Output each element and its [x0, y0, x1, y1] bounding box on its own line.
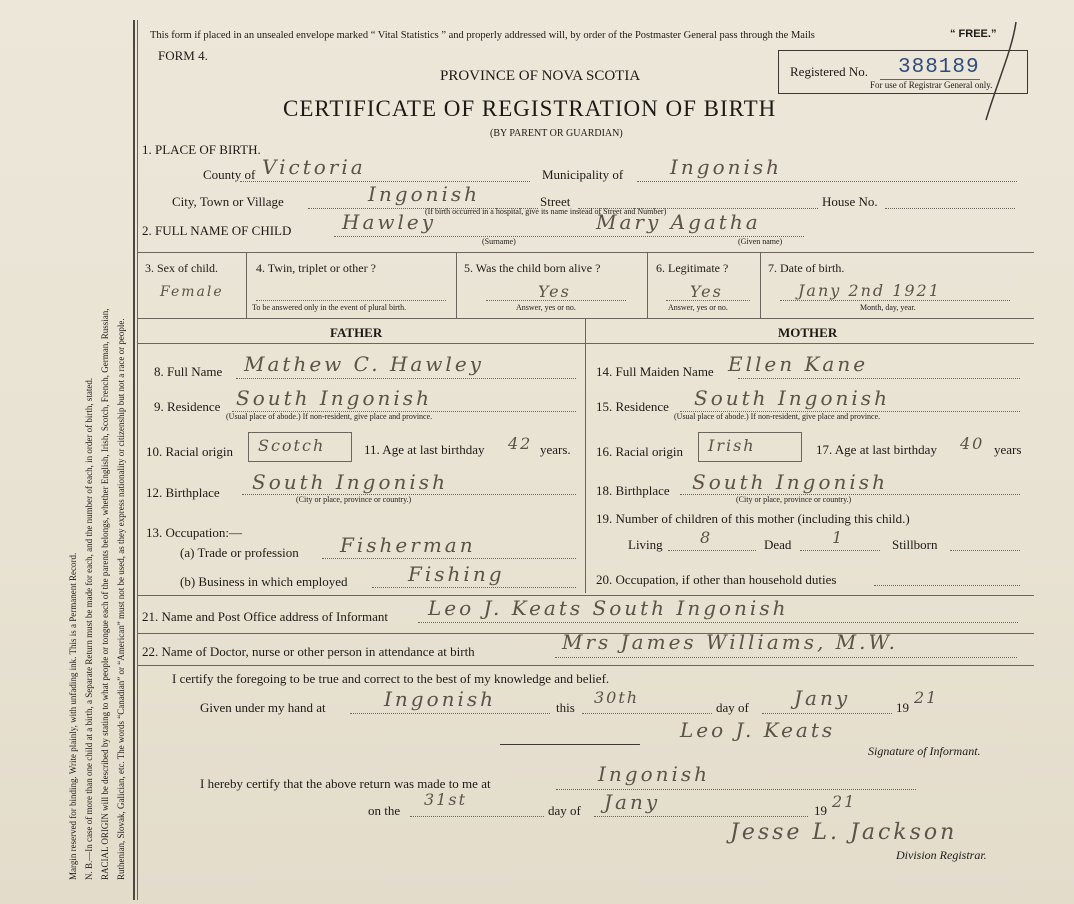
this-day-line — [582, 713, 712, 714]
mother-occupation-label: 20. Occupation, if other than household duties — [596, 572, 837, 587]
date-of-birth-label: 7. Date of birth. — [768, 261, 845, 275]
margin-note-3: RACIAL ORIGIN will be described by stating to what people or tongue each of the parents belongs, whether English, Irish, Scotch, French, German, Russian, — [100, 308, 110, 880]
municipality-line — [637, 181, 1017, 182]
father-racial-value: Scotch — [258, 436, 326, 455]
mother-residence-note: (Usual place of abode.) If non-resident, give place and province. — [674, 412, 881, 421]
parents-divider — [585, 318, 586, 593]
child-name-line — [334, 236, 804, 237]
mother-occupation-line — [874, 585, 1020, 586]
registrar-day-of-label: day of — [548, 803, 581, 818]
doctor-bottom-rule — [137, 665, 1034, 666]
father-residence-label: 9. Residence — [154, 399, 221, 414]
mother-birthplace-value: South Ingonish — [692, 470, 888, 494]
father-age-value: 42 — [508, 434, 533, 453]
month-value: Jany — [794, 686, 851, 710]
left-border-inner — [137, 20, 138, 900]
stillborn-label: Stillborn — [892, 537, 938, 552]
pencil-check-mark-icon — [976, 20, 1026, 130]
mother-heading: MOTHER — [778, 325, 838, 340]
registered-number: 388189 — [898, 56, 980, 79]
father-birthplace-note: (City or place, province or country.) — [296, 495, 412, 504]
certificate-subtitle: (BY PARENT OR GUARDIAN) — [490, 128, 623, 139]
father-racial-label: 10. Racial origin — [146, 444, 234, 459]
date-of-birth-line — [780, 300, 1010, 301]
father-residence-note: (Usual place of abode.) If non-resident, give place and province. — [226, 412, 433, 421]
given-place-line — [350, 713, 550, 714]
certificate-title: CERTIFICATE OF REGISTRATION OF BIRTH — [283, 96, 777, 121]
row3-divider-3 — [647, 252, 648, 318]
informant-value: Leo J. Keats South Ingonish — [428, 596, 789, 620]
registered-label: Registered No. — [790, 64, 868, 79]
father-occupation-label: 13. Occupation:— — [146, 525, 243, 540]
twin-label: 4. Twin, triplet or other ? — [256, 261, 376, 275]
place-of-birth-heading: 1. PLACE OF BIRTH. — [142, 142, 261, 157]
row3-top-rule — [137, 252, 1034, 253]
registrar-month-line — [594, 816, 808, 817]
margin-note-2: N. B.—In case of more than one child at a birth, a Separate Return must be made for each, and the number of each, in order of birth, stated. — [84, 377, 94, 880]
registrar-day-value: 31st — [424, 790, 467, 809]
twin-line — [256, 300, 446, 301]
doctor-label: 22. Name of Doctor, nurse or other person in attendance at birth — [142, 644, 475, 659]
informant-label: 21. Name and Post Office address of Informant — [142, 609, 388, 624]
mother-residence-label: 15. Residence — [596, 399, 669, 414]
registrar-month-value: Jany — [604, 790, 661, 814]
date-of-birth-note: Month, day, year. — [860, 303, 916, 312]
informant-signature: Leo J. Keats — [680, 718, 836, 742]
sex-value: Female — [160, 284, 224, 300]
alive-note: Answer, yes or no. — [516, 303, 576, 312]
child-name-label: 2. FULL NAME OF CHILD — [142, 223, 292, 238]
this-label: this — [556, 700, 575, 715]
signature-separator — [500, 744, 640, 745]
surname-note: (Surname) — [482, 237, 516, 246]
mother-racial-value: Irish — [708, 436, 756, 455]
legitimate-label: 6. Legitimate ? — [656, 261, 729, 275]
father-trade-value: Fisherman — [340, 533, 476, 557]
father-trade-label: (a) Trade or profession — [180, 545, 299, 560]
registrar-year-prefix: 19 — [814, 803, 827, 818]
mother-age-label: 17. Age at last birthday — [816, 442, 937, 457]
father-business-line — [372, 587, 576, 588]
hospital-note: (If birth occurred in a hospital, give its name instead of Street and Number) — [425, 207, 667, 216]
father-years-label: years. — [540, 442, 571, 457]
given-under-label: Given under my hand at — [200, 700, 326, 715]
municipality-value: Ingonish — [670, 155, 783, 179]
father-name-value: Mathew C. Hawley — [244, 352, 484, 376]
mother-years-label: years — [994, 442, 1022, 457]
city-value: Ingonish — [368, 182, 481, 206]
registrar-statement: I hereby certify that the above return was made to me at — [200, 776, 491, 791]
registrar-signature-caption: Division Registrar. — [896, 848, 987, 862]
mother-children-label: 19. Number of children of this mother (including this child.) — [596, 511, 910, 526]
child-given-name: Mary Agatha — [596, 210, 761, 234]
year-value: 21 — [914, 688, 939, 707]
living-line — [668, 550, 756, 551]
father-age-label: 11. Age at last birthday — [364, 442, 485, 457]
house-line — [885, 208, 1015, 209]
given-name-note: (Given name) — [738, 237, 783, 246]
doctor-value: Mrs James Williams, M.W. — [562, 630, 898, 654]
this-day-value: 30th — [594, 688, 640, 707]
alive-label: 5. Was the child born alive ? — [464, 261, 601, 275]
municipality-label: Municipality of — [542, 167, 624, 182]
free-label: “ FREE.” — [950, 28, 997, 40]
father-name-line — [236, 378, 576, 379]
margin-note-1: Margin reserved for binding. Write plainly, with unfading ink. This is a Permanent Record. — [68, 552, 78, 880]
registrar-year-value: 21 — [832, 792, 857, 811]
father-name-label: 8. Full Name — [154, 364, 223, 379]
registrar-place-value: Ingonish — [598, 762, 711, 786]
date-of-birth-value: Jany 2nd 1921 — [798, 281, 941, 300]
form-number: FORM 4. — [158, 48, 208, 63]
informant-signature-caption: Signature of Informant. — [868, 744, 981, 758]
county-value: Victoria — [262, 155, 366, 179]
top-notice: This form if placed in an unsealed envelope marked “ Vital Statistics ” and properly addressed will, by order of the Postmaster General pass through the Mails — [150, 30, 815, 41]
father-birthplace-value: South Ingonish — [252, 470, 448, 494]
month-line — [762, 713, 892, 714]
mother-name-label: 14. Full Maiden Name — [596, 364, 714, 379]
father-business-value: Fishing — [408, 562, 505, 586]
province-heading: PROVINCE OF NOVA SCOTIA — [440, 68, 641, 84]
doctor-line — [555, 657, 1017, 658]
row3-divider-2 — [456, 252, 457, 318]
alive-value: Yes — [538, 282, 571, 301]
mother-birthplace-label: 18. Birthplace — [596, 483, 670, 498]
row3-divider-4 — [760, 252, 761, 318]
year-prefix: 19 — [896, 700, 909, 715]
mother-residence-value: South Ingonish — [694, 386, 890, 410]
legitimate-note: Answer, yes or no. — [668, 303, 728, 312]
sex-label: 3. Sex of child. — [145, 261, 218, 275]
city-label: City, Town or Village — [172, 194, 284, 209]
registrar-day-line — [410, 816, 544, 817]
on-the-label: on the — [368, 803, 401, 818]
mother-birthplace-note: (City or place, province or country.) — [736, 495, 852, 504]
twin-note: To be answered only in the event of plural birth. — [252, 303, 407, 312]
certify-statement: I certify the foregoing to be true and correct to the best of my knowledge and belief. — [172, 671, 610, 686]
father-residence-value: South Ingonish — [236, 386, 432, 410]
house-label: House No. — [822, 194, 878, 209]
mother-age-value: 40 — [960, 434, 985, 453]
dead-label: Dead — [764, 537, 792, 552]
registrar-only-note: For use of Registrar General only. — [870, 80, 993, 90]
street-label: Street — [540, 194, 571, 209]
given-place-value: Ingonish — [384, 687, 497, 711]
mother-racial-label: 16. Racial origin — [596, 444, 684, 459]
mother-name-line — [738, 378, 1020, 379]
left-border — [133, 20, 135, 900]
father-birthplace-label: 12. Birthplace — [146, 485, 220, 500]
registrar-signature: Jesse L. Jackson — [730, 820, 958, 845]
day-of-label: day of — [716, 700, 749, 715]
stillborn-line — [950, 550, 1020, 551]
living-label: Living — [628, 537, 663, 552]
dead-line — [800, 550, 880, 551]
father-trade-line — [322, 558, 576, 559]
father-business-label: (b) Business in which employed — [180, 574, 348, 589]
margin-note-4: Ruthenian, Slovak, Galician, etc. The words “Canadian” or “American” must not be used, as they express nationality or citizenship but not a race or people. — [116, 318, 126, 880]
dead-value: 1 — [832, 528, 845, 547]
county-label: County of — [203, 167, 256, 182]
child-surname: Hawley — [342, 210, 437, 234]
mother-name-value: Ellen Kane — [728, 352, 869, 376]
informant-line — [418, 622, 1018, 623]
row3-divider-1 — [246, 252, 247, 318]
father-heading: FATHER — [330, 325, 383, 340]
legitimate-value: Yes — [690, 282, 723, 301]
living-value: 8 — [700, 528, 713, 547]
